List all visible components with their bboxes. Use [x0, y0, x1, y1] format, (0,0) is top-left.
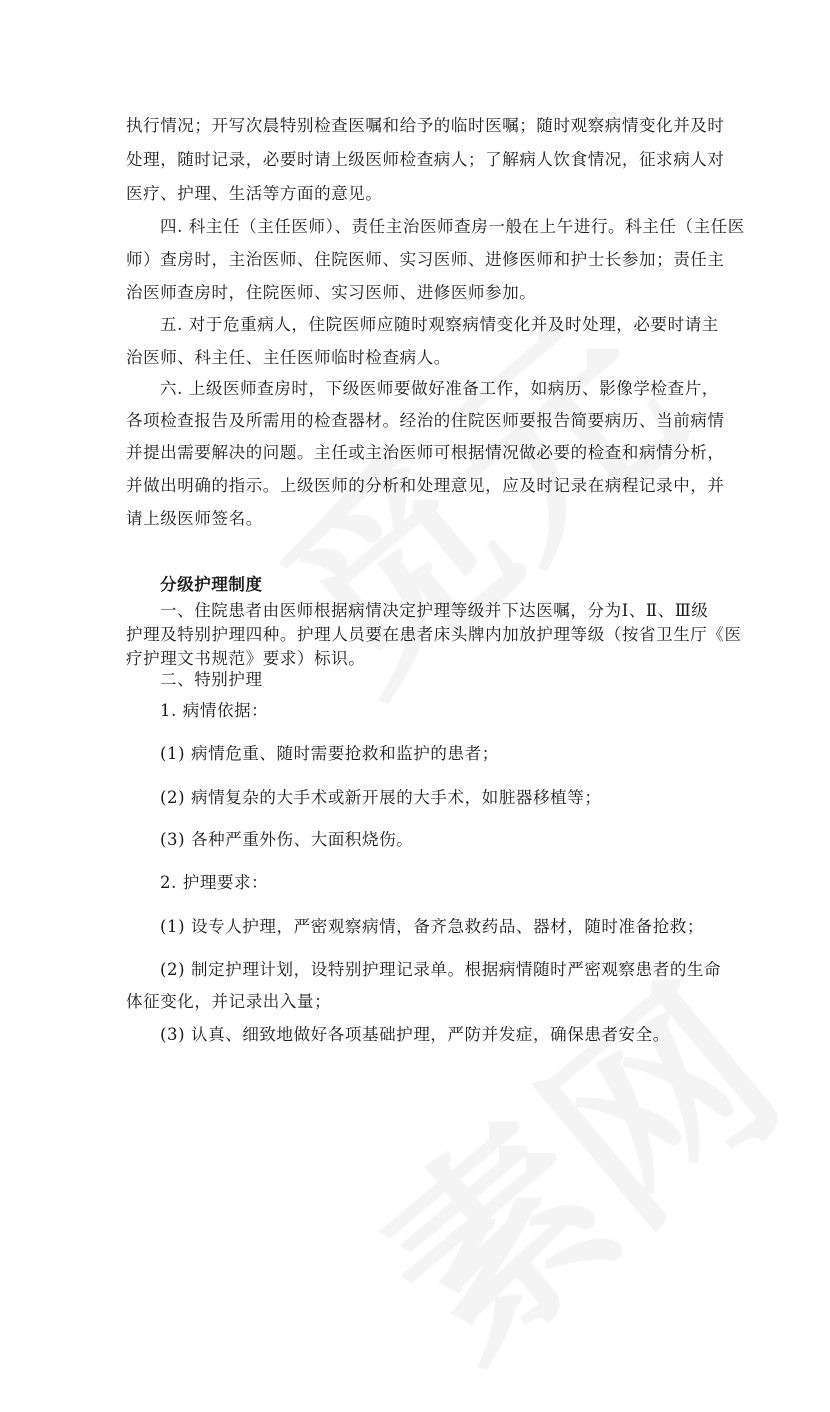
paragraph-line: 各项检查报告及所需用的检查器材。经治的住院医师要报告简要病历、当前病情 — [126, 411, 725, 430]
watermark-bottom — [312, 910, 828, 1411]
paragraph-line: 治医师、科主任、主任医师临时检查病人。 — [126, 348, 451, 367]
paragraph-line: 六. 上级医师查房时，下级医师要做好准备工作，如病历、影像学检查片， — [160, 379, 719, 398]
list-heading: 1. 病情依据： — [160, 701, 269, 720]
sub-heading: 二、特别护理 — [160, 670, 263, 689]
list-item: (3) 各种严重外伤、大面积烧伤。 — [160, 830, 414, 849]
paragraph-line: 并提出需要解决的问题。主任或主治医师可根据情况做必要的检查和病情分析， — [126, 443, 725, 462]
list-item: (3) 认真、细致地做好各项基础护理，严防并发症，确保患者安全。 — [160, 1025, 670, 1044]
paragraph-line: 请上级医师签名。 — [126, 509, 263, 528]
list-heading: 2. 护理要求： — [160, 873, 269, 892]
list-item: (1) 病情危重、随时需要抢救和监护的患者； — [160, 744, 499, 763]
paragraph-line: 一、住院患者由医师根据病情决定护理等级并下达医嘱，分为Ⅰ、Ⅱ、Ⅲ级 — [160, 601, 709, 620]
list-item: 体征变化，并记录出入量； — [126, 992, 332, 1011]
paragraph-line: 五. 对于危重病人，住院医师应随时观察病情变化并及时处理，必要时请主 — [160, 315, 719, 334]
list-item: (2) 制定护理计划，设特别护理记录单。根据病情随时严密观察患者的生命 — [160, 960, 722, 979]
paragraph-line: 师）查房时，主治医师、住院医师、实习医师、进修医师和护士长参加；责任主 — [126, 250, 725, 269]
paragraph-line: 执行情况；开写次晨特别检查医嘱和给予的临时医嘱；随时观察病情变化并及时 — [126, 116, 725, 135]
paragraph-line: 并做出明确的指示。上级医师的分析和处理意见，应及时记录在病程记录中，并 — [126, 476, 725, 495]
paragraph-line: 治医师查房时，住院医师、实习医师、进修医师参加。 — [126, 283, 537, 302]
paragraph-line: 护理及特别护理四种。护理人员要在患者床头牌内加放护理等级（按省卫生厅《医 — [126, 625, 742, 644]
paragraph-line: 处理，随时记录，必要时请上级医师检查病人；了解病人饮食情况，征求病人对 — [126, 150, 725, 169]
list-item: (2) 病情复杂的大手术或新开展的大手术，如脏器移植等； — [160, 788, 602, 807]
paragraph-line: 四. 科主任（主任医师）、责任主治医师查房一般在上午进行。科主任（主任医 — [160, 217, 745, 236]
list-item: (1) 设专人护理，严密观察病情，备齐急救药品、器材，随时准备抢救； — [160, 917, 705, 936]
paragraph-line: 疗护理文书规范》要求）标识。 — [126, 649, 366, 668]
section-title: 分级护理制度 — [160, 575, 263, 594]
paragraph-line: 医疗、护理、生活等方面的意见。 — [126, 184, 383, 203]
